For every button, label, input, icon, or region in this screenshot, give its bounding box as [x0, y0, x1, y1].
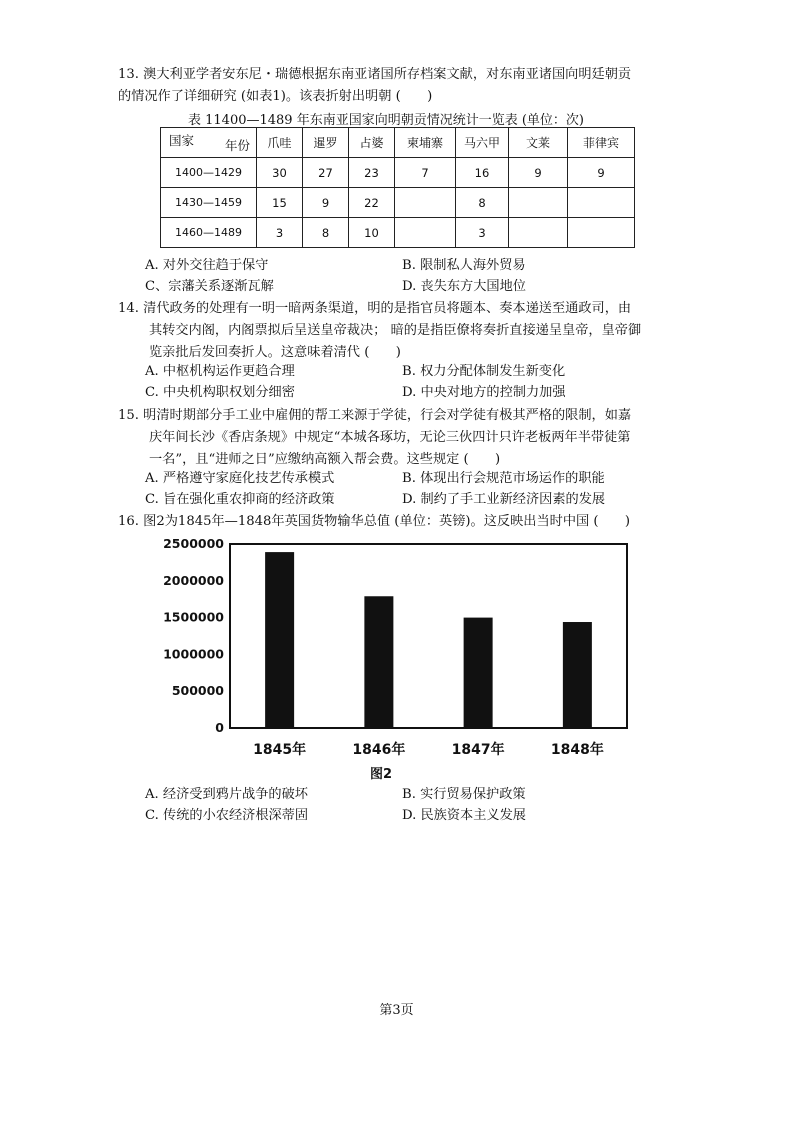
table-cell [568, 218, 635, 248]
figure-2-caption: 图2 [370, 767, 393, 782]
x-tick-label: 1848年 [550, 742, 604, 758]
table-cell: 3 [257, 218, 303, 248]
option-c[interactable]: C. 传统的小农经济根深蒂固 [145, 808, 309, 823]
question-16-options [145, 784, 665, 826]
x-tick-label: 1845年 [253, 742, 307, 758]
question-14-line-2: 其转交内阁，内阁票拟后呈送皇帝裁决； 暗的是指臣僚将奏折直接递呈皇帝，皇帝御 [149, 323, 642, 338]
x-tick-label: 1846年 [352, 742, 406, 758]
col-header: 爪哇 [257, 128, 303, 158]
row-period: 1460—1489 [161, 218, 257, 248]
bar-1847年 [464, 618, 493, 728]
table-cell: 9 [303, 188, 349, 218]
option-d[interactable]: D. 民族资本主义发展 [402, 808, 526, 823]
table-cell: 9 [568, 158, 635, 188]
table-row [161, 218, 635, 248]
option-a[interactable]: A. 中枢机构运作更趋合理 [145, 364, 295, 379]
table-cell [509, 218, 568, 248]
y-tick-label: 2000000 [163, 572, 224, 588]
y-tick-label: 1500000 [163, 609, 224, 625]
table-cell [509, 188, 568, 218]
col-header: 暹罗 [303, 128, 349, 158]
table-row [161, 158, 635, 188]
table-cell: 27 [303, 158, 349, 188]
option-c[interactable]: C、宗藩关系逐渐瓦解 [145, 279, 274, 294]
table-row [161, 188, 635, 218]
page-number: 第3页 [379, 1003, 414, 1018]
option-a[interactable]: A. 对外交往趋于保守 [145, 258, 269, 273]
corner-label-country: 国家 [169, 133, 195, 148]
option-d[interactable]: D. 丧失东方大国地位 [402, 279, 526, 294]
option-d[interactable]: D. 中央对地方的控制力加强 [402, 385, 566, 400]
table-cell: 9 [509, 158, 568, 188]
col-header: 马六甲 [456, 128, 509, 158]
question-15-line-3: 一名”，且“进师之日”应缴纳高额入帮会费。这些规定 ( ) [149, 452, 501, 467]
question-13-line-2: 的情况作了详细研究 (如表1)。该表折射出明朝 ( ) [118, 89, 433, 104]
option-b[interactable]: B. 体现出行会规范市场运作的职能 [402, 471, 605, 486]
table-cell [395, 218, 456, 248]
bar-1845年 [265, 552, 294, 728]
table-cell: 7 [395, 158, 456, 188]
question-14-line-1: 14. 清代政务的处理有一明一暗两条渠道，明的是指官员将题本、奏本递送至通政司，由 [118, 301, 632, 316]
option-b[interactable]: B. 实行贸易保护政策 [402, 787, 526, 802]
col-header: 文莱 [509, 128, 568, 158]
table-corner-cell [161, 128, 257, 158]
row-period: 1400—1429 [161, 158, 257, 188]
tribute-table [160, 127, 635, 248]
table-cell: 10 [349, 218, 395, 248]
bar-1848年 [563, 622, 592, 728]
table-cell: 8 [456, 188, 509, 218]
y-tick-label: 1000000 [163, 646, 224, 662]
question-13-options [145, 255, 665, 297]
table-cell [395, 188, 456, 218]
option-d[interactable]: D. 制约了手工业新经济因素的发展 [402, 492, 606, 507]
col-header: 柬埔寨 [395, 128, 456, 158]
question-15-options [145, 468, 665, 510]
question-13 [118, 64, 678, 108]
col-header: 占婆 [349, 128, 395, 158]
question-13-line-1: 13. 澳大利亚学者安东尼・瑞德根据东南亚诸国所存档案文献，对东南亚诸国向明廷朝贡 [118, 67, 632, 82]
table-cell: 16 [456, 158, 509, 188]
export-value-bar-chart [160, 538, 640, 763]
y-tick-label: 0 [215, 720, 224, 735]
table-cell: 3 [456, 218, 509, 248]
option-a[interactable]: A. 经济受到鸦片战争的破坏 [145, 787, 308, 802]
option-c[interactable]: C. 旨在强化重农抑商的经济政策 [145, 492, 335, 507]
table-cell: 30 [257, 158, 303, 188]
question-15-line-2: 庆年间长沙《香店条规》中规定“本城各琢坊，无论三伙四计只许老板两年半带徒第 [149, 430, 631, 445]
y-tick-label: 2500000 [163, 538, 224, 551]
table-cell: 23 [349, 158, 395, 188]
option-b[interactable]: B. 限制私人海外贸易 [402, 258, 526, 273]
x-tick-label: 1847年 [451, 742, 505, 758]
question-15-line-1: 15. 明清时期部分手工业中雇佣的帮工来源于学徒，行会对学徒有极其严格的限制，如嘉 [118, 408, 632, 423]
table-header-row [161, 128, 635, 158]
question-16 [118, 511, 678, 533]
question-14 [118, 298, 678, 364]
row-period: 1430—1459 [161, 188, 257, 218]
bar-1846年 [364, 596, 393, 728]
question-15 [118, 405, 678, 471]
table-1-title: 表 11400—1489 年东南亚国家向明朝贡情况统计一览表 (单位：次) [188, 113, 584, 128]
y-tick-label: 500000 [171, 683, 224, 699]
table-cell: 15 [257, 188, 303, 218]
table-cell: 22 [349, 188, 395, 218]
option-a[interactable]: A. 严格遵守家庭化技艺传承模式 [145, 471, 335, 486]
table-cell: 8 [303, 218, 349, 248]
question-16-line-1: 16. 图2为1845年—1848年英国货物输华总值 (单位：英镑)。这反映出当时中国 ( ) [118, 514, 631, 529]
question-14-options [145, 361, 665, 403]
option-b[interactable]: B. 权力分配体制发生新变化 [402, 364, 566, 379]
table-cell [568, 188, 635, 218]
col-header: 菲律宾 [568, 128, 635, 158]
option-c[interactable]: C. 中央机构职权划分细密 [145, 385, 295, 400]
corner-label-year: 年份 [224, 138, 250, 153]
question-14-line-3: 览亲批后发回奏折人。这意味着清代 ( ) [149, 345, 401, 360]
